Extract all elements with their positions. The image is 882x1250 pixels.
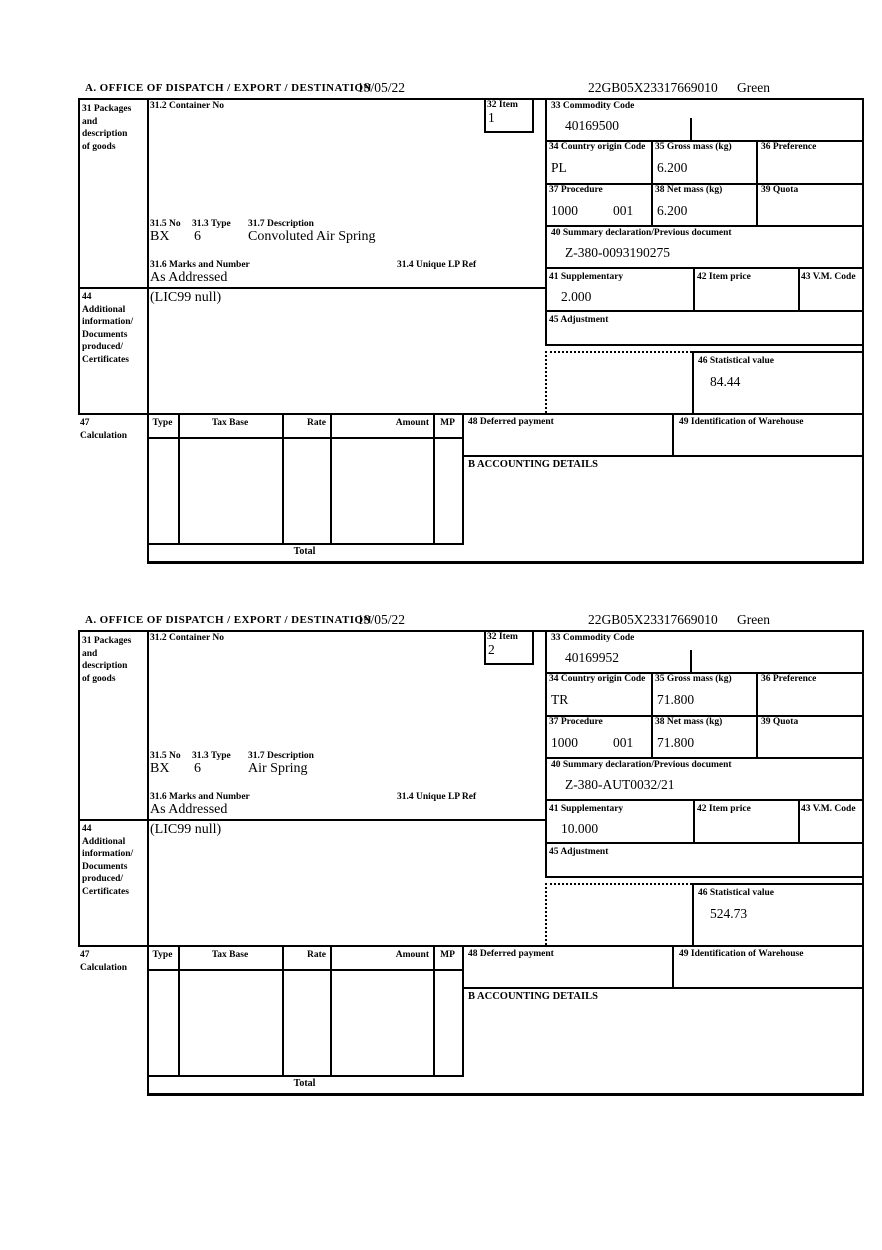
col-type: Type bbox=[152, 418, 173, 428]
description-label: 31.7 Description bbox=[248, 219, 314, 229]
grid-line bbox=[78, 413, 864, 415]
package-no-label: 31.5 No bbox=[150, 751, 181, 761]
grid-line bbox=[545, 310, 864, 312]
warehouse-id-label: 49 Identification of Warehouse bbox=[679, 949, 804, 959]
previous-document-label: 40 Summary declaration/Previous document bbox=[551, 228, 732, 238]
marks-value: As Addressed bbox=[150, 270, 228, 285]
grid-line bbox=[862, 98, 864, 564]
declaration-reference: 22GB05X23317669010 bbox=[588, 612, 718, 627]
previous-document-label: 40 Summary declaration/Previous document bbox=[551, 760, 732, 770]
grid-line bbox=[282, 413, 284, 543]
col-rate: Rate bbox=[307, 950, 326, 960]
grid-line bbox=[78, 945, 864, 947]
package-no-value: BX bbox=[150, 761, 170, 776]
additional-info-value: (LIC99 null) bbox=[150, 290, 222, 305]
warehouse-id-label: 49 Identification of Warehouse bbox=[679, 417, 804, 427]
grid-line bbox=[545, 842, 864, 844]
procedure-label: 37 Procedure bbox=[549, 717, 603, 727]
col-rate: Rate bbox=[307, 418, 326, 428]
grid-line bbox=[545, 225, 864, 227]
commodity-code-label: 33 Commodity Code bbox=[551, 633, 635, 643]
grid-line bbox=[462, 945, 464, 1075]
statistical-value: 524.73 bbox=[710, 906, 748, 921]
grid-line bbox=[862, 630, 864, 1096]
grid-line bbox=[147, 543, 464, 545]
dotted-line bbox=[545, 351, 547, 413]
declaration-date: 19/05/22 bbox=[357, 80, 406, 95]
item-box-border bbox=[532, 98, 534, 133]
total-label: Total bbox=[293, 1078, 316, 1089]
quota-label: 39 Quota bbox=[761, 717, 799, 727]
statistical-value: 84.44 bbox=[710, 374, 741, 389]
commodity-code-separator bbox=[690, 118, 692, 142]
grid-line bbox=[545, 267, 864, 269]
unique-lp-ref-label: 31.4 Unique LP Ref bbox=[397, 260, 477, 270]
procedure-extra-value: 001 bbox=[613, 203, 634, 218]
routing-status: Green bbox=[737, 612, 770, 627]
description-value: Convoluted Air Spring bbox=[248, 229, 376, 244]
package-no-value: BX bbox=[150, 229, 170, 244]
col-amount: Amount bbox=[395, 418, 429, 428]
preference-label: 36 Preference bbox=[761, 142, 817, 152]
box47-label: 47 Calculation bbox=[80, 950, 127, 973]
supplementary-value: 10.000 bbox=[561, 821, 599, 836]
accounting-details-label: B ACCOUNTING DETAILS bbox=[468, 459, 598, 470]
item-price-label: 42 Item price bbox=[697, 804, 751, 814]
net-mass-label: 38 Net mass (kg) bbox=[655, 185, 723, 195]
declaration-date: 19/05/22 bbox=[357, 612, 406, 627]
grid-line bbox=[147, 969, 464, 971]
grid-line bbox=[178, 945, 180, 1075]
gross-mass-label: 35 Gross mass (kg) bbox=[655, 142, 732, 152]
item-box-border bbox=[484, 131, 534, 133]
procedure-extra-value: 001 bbox=[613, 735, 634, 750]
statistical-value-label: 46 Statistical value bbox=[698, 888, 774, 898]
item-box-border bbox=[484, 630, 486, 665]
grid-line bbox=[545, 98, 547, 346]
grid-line bbox=[78, 630, 80, 947]
container-no-label: 31.2 Container No bbox=[150, 633, 224, 643]
item-box-border bbox=[484, 663, 534, 665]
grid-line bbox=[692, 883, 694, 945]
grid-line bbox=[693, 267, 695, 312]
col-tax-base: Tax Base bbox=[211, 950, 249, 960]
unique-lp-ref-label: 31.4 Unique LP Ref bbox=[397, 792, 477, 802]
preference-label: 36 Preference bbox=[761, 674, 817, 684]
vm-code-label: 43 V.M. Code bbox=[801, 272, 856, 282]
package-type-label: 31.3 Type bbox=[192, 219, 231, 229]
grid-line bbox=[330, 413, 332, 543]
grid-line bbox=[78, 287, 547, 289]
item-block-2 bbox=[78, 612, 864, 1096]
previous-document-value: Z-380-AUT0032/21 bbox=[565, 777, 675, 792]
box44-label: 44 Additional information/ Documents produced/ Certificates bbox=[82, 292, 134, 365]
marks-label: 31.6 Marks and Number bbox=[150, 792, 250, 802]
grid-line bbox=[798, 799, 800, 844]
grid-line bbox=[147, 630, 149, 1096]
country-origin-label: 34 Country origin Code bbox=[549, 142, 646, 152]
grid-line bbox=[433, 413, 435, 543]
grid-line bbox=[545, 876, 864, 878]
description-value: Air Spring bbox=[248, 761, 308, 776]
grid-line bbox=[692, 351, 694, 413]
box31-label: 31 Packages and description of goods bbox=[82, 104, 132, 152]
office-of-dispatch-label: A. OFFICE OF DISPATCH / EXPORT / DESTINATION bbox=[85, 614, 372, 626]
grid-line bbox=[693, 799, 695, 844]
grid-line bbox=[545, 344, 864, 346]
procedure-value: 1000 bbox=[551, 735, 578, 750]
office-of-dispatch-label: A. OFFICE OF DISPATCH / EXPORT / DESTINATION bbox=[85, 82, 372, 94]
grid-line bbox=[147, 98, 149, 564]
grid-line bbox=[282, 945, 284, 1075]
grid-line bbox=[545, 630, 547, 878]
grid-line bbox=[330, 945, 332, 1075]
gross-mass-label: 35 Gross mass (kg) bbox=[655, 674, 732, 684]
grid-line bbox=[672, 413, 674, 457]
grid-line bbox=[78, 630, 864, 632]
gross-mass-value: 71.800 bbox=[657, 692, 695, 707]
dotted-line bbox=[545, 883, 692, 885]
grid-line bbox=[672, 945, 674, 989]
commodity-code-value: 40169952 bbox=[565, 650, 619, 665]
grid-line bbox=[147, 561, 864, 564]
grid-line bbox=[433, 945, 435, 1075]
col-tax-base: Tax Base bbox=[211, 418, 249, 428]
box31-label: 31 Packages and description of goods bbox=[82, 636, 132, 684]
grid-line bbox=[692, 351, 864, 353]
item-number-value: 2 bbox=[488, 642, 495, 657]
deferred-payment-label: 48 Deferred payment bbox=[468, 949, 554, 959]
box44-label: 44 Additional information/ Documents produced/ Certificates bbox=[82, 824, 134, 897]
grid-line bbox=[545, 799, 864, 801]
net-mass-value: 6.200 bbox=[657, 203, 688, 218]
grid-line bbox=[462, 455, 864, 457]
grid-line bbox=[798, 267, 800, 312]
grid-line bbox=[78, 98, 864, 100]
country-origin-value: PL bbox=[551, 160, 567, 175]
grid-line bbox=[462, 413, 464, 543]
supplementary-value: 2.000 bbox=[561, 289, 592, 304]
vm-code-label: 43 V.M. Code bbox=[801, 804, 856, 814]
package-type-value: 6 bbox=[194, 761, 201, 776]
marks-value: As Addressed bbox=[150, 802, 228, 817]
dotted-line bbox=[545, 351, 692, 353]
grid-line bbox=[462, 987, 864, 989]
grid-line bbox=[545, 757, 864, 759]
grid-line bbox=[147, 437, 464, 439]
package-no-label: 31.5 No bbox=[150, 219, 181, 229]
previous-document-value: Z-380-0093190275 bbox=[565, 245, 670, 260]
item-price-label: 42 Item price bbox=[697, 272, 751, 282]
statistical-value-label: 46 Statistical value bbox=[698, 356, 774, 366]
supplementary-label: 41 Supplementary bbox=[549, 272, 624, 282]
package-type-label: 31.3 Type bbox=[192, 751, 231, 761]
package-type-value: 6 bbox=[194, 229, 201, 244]
description-label: 31.7 Description bbox=[248, 751, 314, 761]
commodity-code-separator bbox=[690, 650, 692, 674]
net-mass-value: 71.800 bbox=[657, 735, 695, 750]
gross-mass-value: 6.200 bbox=[657, 160, 688, 175]
container-no-label: 31.2 Container No bbox=[150, 101, 224, 111]
declaration-reference: 22GB05X23317669010 bbox=[588, 80, 718, 95]
grid-line bbox=[178, 413, 180, 543]
country-origin-label: 34 Country origin Code bbox=[549, 674, 646, 684]
adjustment-label: 45 Adjustment bbox=[549, 847, 609, 857]
dotted-line bbox=[545, 883, 547, 945]
item-box-border bbox=[484, 98, 486, 133]
adjustment-label: 45 Adjustment bbox=[549, 315, 609, 325]
grid-line bbox=[78, 98, 80, 415]
routing-status: Green bbox=[737, 80, 770, 95]
col-mp: MP bbox=[440, 418, 455, 428]
supplementary-label: 41 Supplementary bbox=[549, 804, 624, 814]
item-number-label: 32 Item bbox=[487, 632, 518, 642]
quota-label: 39 Quota bbox=[761, 185, 799, 195]
country-origin-value: TR bbox=[551, 692, 569, 707]
deferred-payment-label: 48 Deferred payment bbox=[468, 417, 554, 427]
total-label: Total bbox=[293, 546, 316, 557]
commodity-code-label: 33 Commodity Code bbox=[551, 101, 635, 111]
col-type: Type bbox=[152, 950, 173, 960]
procedure-label: 37 Procedure bbox=[549, 185, 603, 195]
item-number-label: 32 Item bbox=[487, 100, 518, 110]
box47-label: 47 Calculation bbox=[80, 418, 127, 441]
grid-line bbox=[692, 883, 864, 885]
additional-info-value: (LIC99 null) bbox=[150, 822, 222, 837]
procedure-value: 1000 bbox=[551, 203, 578, 218]
item-box-border bbox=[532, 630, 534, 665]
item-number-value: 1 bbox=[488, 110, 495, 125]
marks-label: 31.6 Marks and Number bbox=[150, 260, 250, 270]
grid-line bbox=[78, 819, 547, 821]
item-block-1 bbox=[78, 80, 864, 564]
net-mass-label: 38 Net mass (kg) bbox=[655, 717, 723, 727]
col-mp: MP bbox=[440, 950, 455, 960]
col-amount: Amount bbox=[395, 950, 429, 960]
accounting-details-label: B ACCOUNTING DETAILS bbox=[468, 991, 598, 1002]
commodity-code-value: 40169500 bbox=[565, 118, 619, 133]
grid-line bbox=[147, 1075, 464, 1077]
grid-line bbox=[147, 1093, 864, 1096]
